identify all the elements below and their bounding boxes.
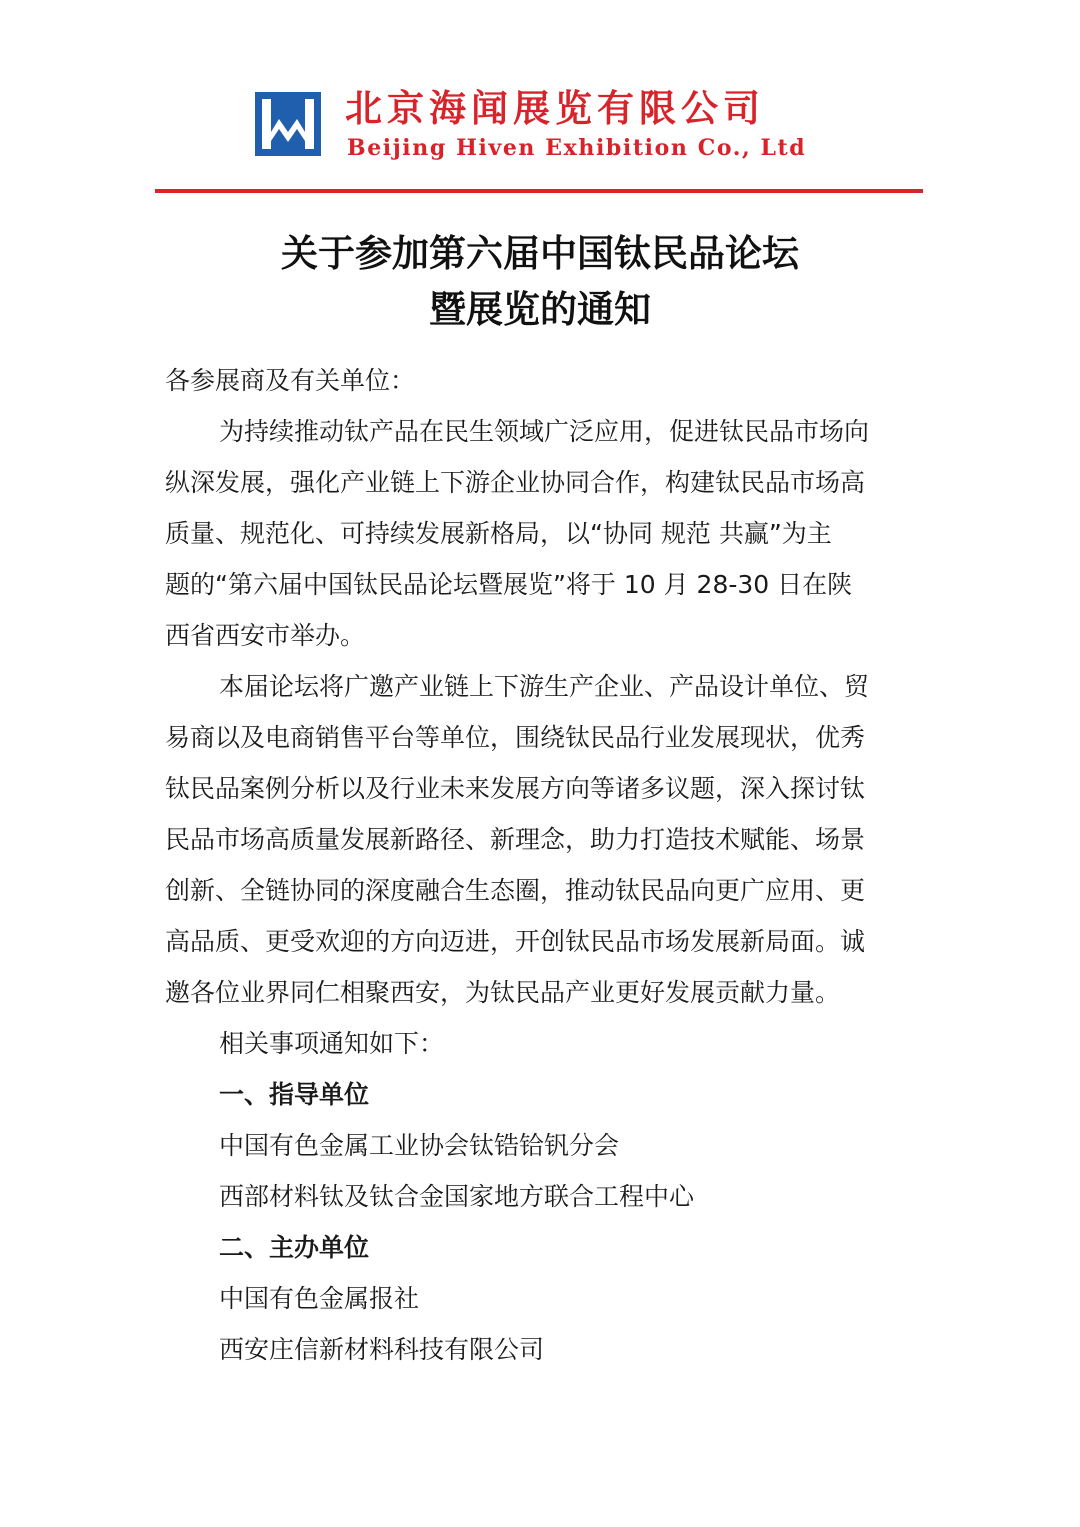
list-item: 中国有色金属报社 xyxy=(219,1284,420,1313)
company-name-cn: 北京海闻展览有限公司 xyxy=(345,86,765,130)
paragraph-line: 易商以及电商销售平台等单位，围绕钛民品行业发展现状，优秀 xyxy=(165,723,866,752)
list-item: 西部材料钛及钛合金国家地方联合工程中心 xyxy=(219,1182,695,1211)
paragraph-2 xyxy=(165,661,917,1018)
paragraph-line: 钛民品案例分析以及行业未来发展方向等诸多议题，深入探讨钛 xyxy=(165,774,866,803)
paragraph-1 xyxy=(165,406,917,661)
title-line-2: 暨展览的通知 xyxy=(429,288,651,331)
paragraph-line: 为持续推动钛产品在民生领域广泛应用，促进钛民品市场向 xyxy=(219,417,870,446)
paragraph-line: 本届论坛将广邀产业链上下游生产企业、产品设计单位、贸 xyxy=(219,672,870,701)
title-line-1: 关于参加第六届中国钛民品论坛 xyxy=(281,232,799,275)
paragraph-line: 纵深发展，强化产业链上下游企业协同合作，构建钛民品市场高 xyxy=(165,468,866,497)
paragraph-line: 创新、全链协同的深度融合生态圈，推动钛民品向更广应用、更 xyxy=(165,876,866,905)
document-body xyxy=(165,355,917,1375)
letterhead xyxy=(255,86,835,166)
section-heading-guiding-units: 一、指导单位 xyxy=(219,1080,370,1109)
salutation: 各参展商及有关单位： xyxy=(165,366,416,395)
list-item: 西安庄信新材料科技有限公司 xyxy=(219,1335,545,1364)
company-name-en: Beijing Hiven Exhibition Co., Ltd xyxy=(347,135,807,161)
hw-logo-icon xyxy=(255,92,321,156)
paragraph-line: 质量、规范化、可持续发展新格局，以“协同 规范 共赢”为主 xyxy=(165,519,832,548)
list-item: 中国有色金属工业协会钛锆铪钒分会 xyxy=(219,1131,620,1160)
header-divider xyxy=(155,189,923,193)
section-heading-organizers: 二、主办单位 xyxy=(219,1233,370,1262)
paragraph-line: 西省西安市举办。 xyxy=(165,621,366,650)
notice-intro: 相关事项通知如下： xyxy=(219,1029,445,1058)
paragraph-line: 邀各位业界同仁相聚西安，为钛民品产业更好发展贡献力量。 xyxy=(165,978,841,1007)
paragraph-line: 高品质、更受欢迎的方向迈进，开创钛民品市场发展新局面。诚 xyxy=(165,927,866,956)
paragraph-line: 民品市场高质量发展新路径、新理念，助力打造技术赋能、场景 xyxy=(165,825,866,854)
paragraph-line: 题的“第六届中国钛民品论坛暨展览”将于 10 月 28-30 日在陕 xyxy=(165,570,853,599)
document-title xyxy=(0,226,1080,338)
